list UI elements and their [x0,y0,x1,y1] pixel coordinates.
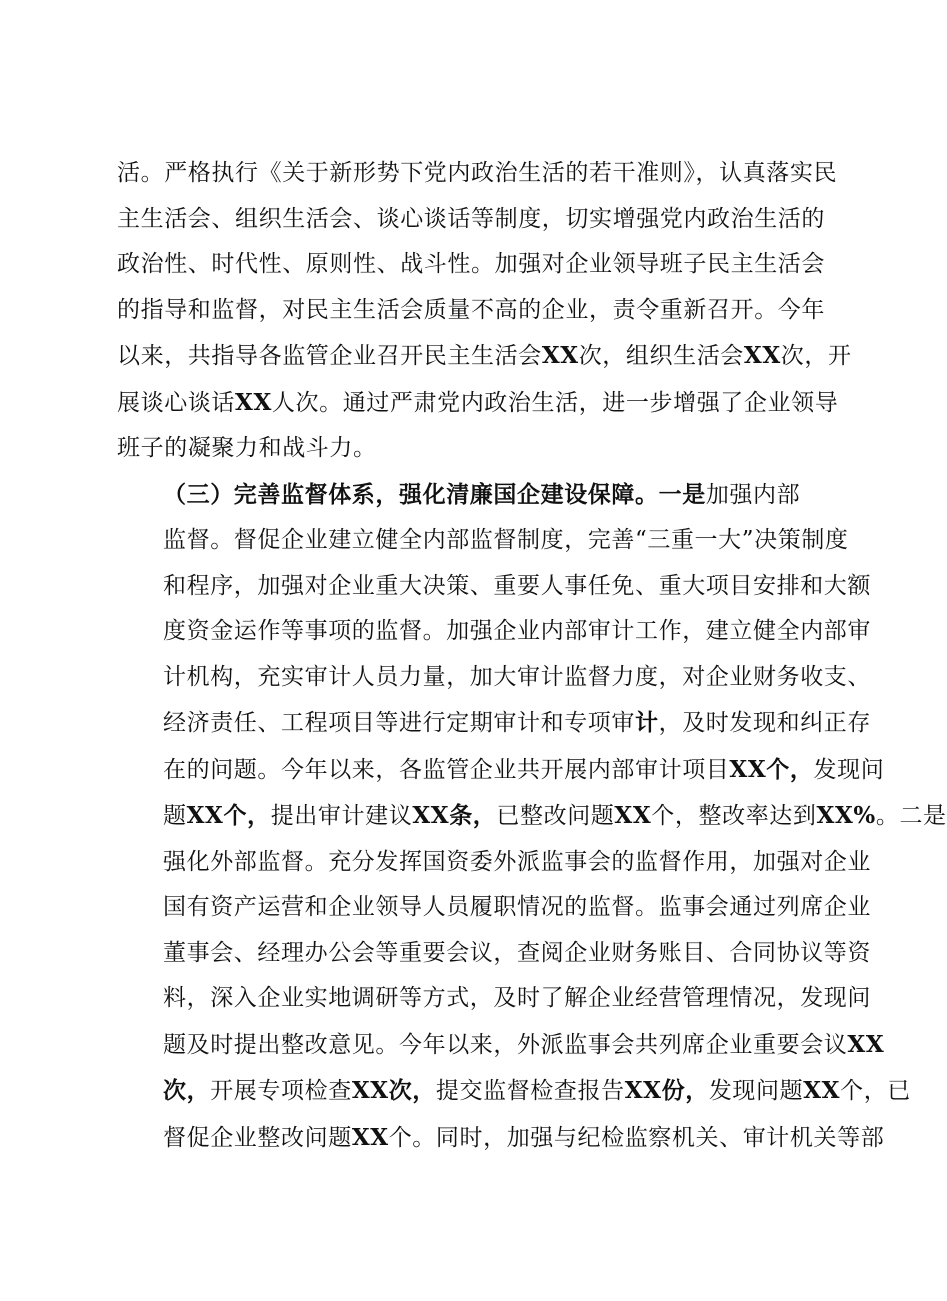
text-line [117,931,871,977]
text-run: 次，开 [780,343,852,369]
text-line [117,840,871,886]
text-run: 料，深入企业实地调研等方式，及时了解企业经营管理情况，发现问 [163,985,871,1011]
text-run: 以来，共指导各监管企业召开民主生活会 [117,343,542,369]
bold-text-run: （三）完善监督体系，强化清廉国企建设保障。一是 [163,480,706,508]
text-line [117,609,871,655]
text-run: 人次。通过严肃党内政治生活，进一步增强了企业领导 [271,389,839,416]
text-run: 。二是 [875,803,947,829]
text-run: 国有资产运营和企业领导人员履职情况的监督。监事会通过列席企业 [163,894,871,920]
text-line [117,655,871,701]
text-line [117,380,839,427]
text-run: 的指导和监督，对民主生活会质量不高的企业，责令重新召开。今年 [117,296,825,323]
text-run: 开展专项检查 [210,1078,352,1104]
text-run: ，及时发现和纠正存 [658,710,872,736]
text-line [117,333,852,380]
text-line [117,288,825,334]
document-body [117,151,947,1161]
text-run: 个，整改率达到 [651,803,817,829]
bold-text-run: XX条， [412,802,497,829]
text-line [117,518,849,564]
text-run: 度资金运作等事项的监督。加强企业内部审计工作，建立健全内部审 [163,618,871,644]
bold-text-run: XX [847,1030,885,1058]
text-line [117,242,825,288]
text-run: 董事会、经理办公会等重要会议，查阅企业财务账目、合同协议等资 [163,939,871,966]
bold-text-run: XX [803,1077,841,1104]
bold-text-run: XX个， [186,802,271,829]
text-run: 督促企业整改问题 [163,1124,352,1151]
text-line [117,885,871,931]
text-run: 活。严格执行《关于新形势下党内政治生活的若干准则》，认真落实民 [117,160,838,186]
bold-text-run: XX [235,388,272,416]
text-run: 监督。督促企业建立健全内部监督制度，完善“三重一大”决策制度 [163,527,849,553]
text-line [117,426,815,472]
text-run: 发现问题 [708,1078,804,1104]
text-run: 计机构，充实审计人员力量，加大审计监督力度，对企业财务收支、 [163,663,871,690]
text-run: 加强内部 [705,481,801,508]
bold-text-run: 次， [163,1077,211,1104]
bold-text-run: XX [541,342,579,369]
text-line [117,793,947,840]
bold-text-run: XX [351,1123,389,1151]
bold-text-run: XX次， [351,1077,436,1104]
text-line [117,197,825,243]
text-run: 和程序，加强对企业重大决策、重要人事任免、重大项目安排和大额 [163,572,871,599]
text-run: 提出审计建议 [270,803,413,829]
text-line [117,747,885,794]
text-line [117,1115,885,1162]
bold-text-run: XX% [816,802,876,829]
text-run: 题 [163,803,187,829]
text-run: 强化外部监督。充分发挥国资委外派监事会的监督作用，加强对企业 [163,848,871,875]
text-run: 在的问题。今年以来，各监管企业共开展内部审计项目 [163,756,730,783]
bold-text-run: XX份， [624,1077,709,1104]
text-run: 已整改问题 [496,803,615,829]
text-run: 提交监督检查报告 [435,1078,625,1104]
paragraph [117,151,852,472]
text-line [117,564,871,610]
bold-text-run: XX [743,342,781,369]
text-run: 个。同时，加强与纪检监察机关、审计机关等部 [388,1124,885,1151]
text-line [117,472,815,519]
text-run: 个，已 [840,1078,911,1104]
bold-text-run: XX [614,802,652,829]
bold-text-run: 计 [635,709,659,736]
text-line [117,976,871,1022]
text-run: 主生活会、组织生活会、谈心谈话等制度，切实增强党内政治生活的 [117,205,825,232]
text-line [117,1022,885,1069]
text-line [117,151,838,197]
text-run: 展谈心谈话 [117,389,235,416]
text-run: 题及时提出整改意见。今年以来，外派监事会共列席企业重要会议 [163,1031,848,1058]
text-run: 政治性、时代性、原则性、战斗性。加强对企业领导班子民主生活会 [117,251,825,277]
bold-text-run: XX个， [729,755,814,783]
text-run: 经济责任、工程项目等进行定期审计和专项审 [163,710,635,736]
text-run: 发现问 [813,756,885,783]
text-run: 次，组织生活会 [578,343,744,369]
text-run: 班子的凝聚力和战斗力。 [117,435,377,461]
paragraph [117,472,947,1162]
text-line [117,700,872,747]
text-line [117,1068,911,1115]
